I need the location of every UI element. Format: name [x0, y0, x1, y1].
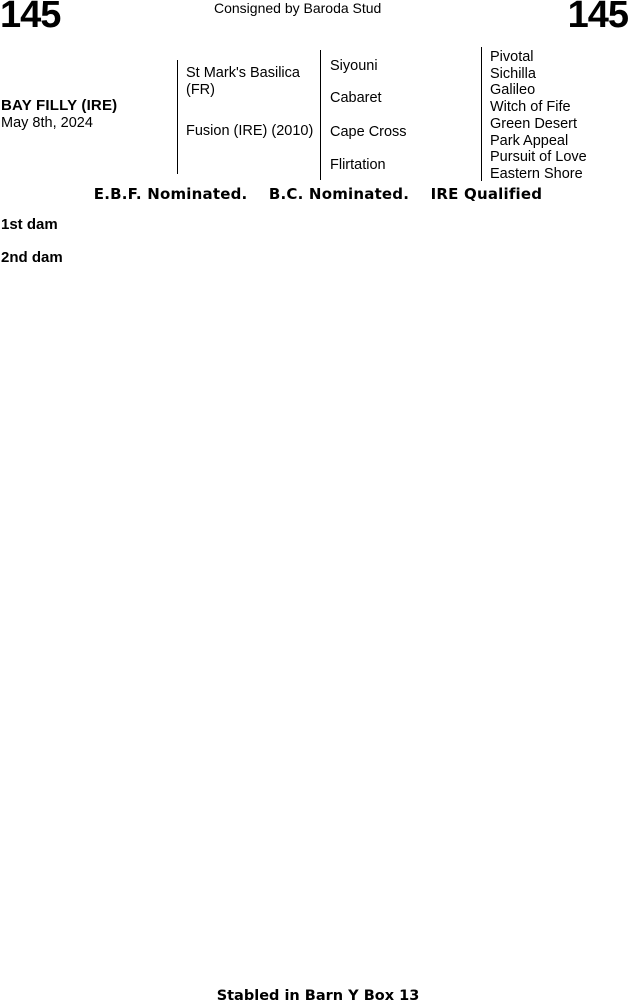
- lot-number-right: 145: [567, 0, 628, 36]
- pedigree-divider-3: [481, 47, 482, 181]
- pedigree-dam-dam: Flirtation: [330, 157, 386, 173]
- pedigree-g3-2: Sichilla: [490, 66, 536, 82]
- pedigree-g3-5: Green Desert: [490, 116, 578, 132]
- pedigree-dam: Fusion (IRE) (2010): [186, 123, 314, 139]
- pedigree-divider-2: [320, 50, 321, 180]
- pedigree-sire: St Mark's Basilica (FR): [186, 65, 300, 98]
- consignor-text: Consigned by Baroda Stud: [214, 0, 382, 16]
- pedigree-g3-4: Witch of Fife: [490, 99, 571, 115]
- lot-number-left: 145: [0, 0, 61, 36]
- pedigree-g3-8: Eastern Shore: [490, 166, 583, 182]
- foaling-date: May 8th, 2024: [1, 115, 93, 131]
- nominations-line: [0, 185, 636, 203]
- pedigree-g3-3: Galileo: [490, 82, 536, 98]
- pedigree-g3-1: Pivotal: [490, 49, 534, 65]
- catalogue-page-content: [1, 216, 626, 266]
- pedigree-sire-sire: Siyouni: [330, 58, 378, 74]
- horse-name: BAY FILLY (IRE): [1, 97, 118, 114]
- nomination-ebf: E.B.F. Nominated.: [93, 185, 248, 203]
- pedigree-divider-1: [177, 60, 178, 174]
- pedigree-g3-6: Park Appeal: [490, 133, 569, 149]
- first-dam-heading: 1st dam: [1, 216, 58, 233]
- nomination-ire: IRE Qualified: [430, 185, 543, 203]
- second-dam-heading: 2nd dam: [1, 249, 63, 267]
- pedigree-g3-7: Pursuit of Love: [490, 149, 587, 165]
- pedigree-sire-dam: Cabaret: [330, 90, 382, 106]
- stabling-footer: Stabled in Barn Y Box 13: [216, 988, 420, 1004]
- nomination-bc: B.C. Nominated.: [268, 185, 410, 203]
- pedigree-dam-sire: Cape Cross: [330, 124, 407, 140]
